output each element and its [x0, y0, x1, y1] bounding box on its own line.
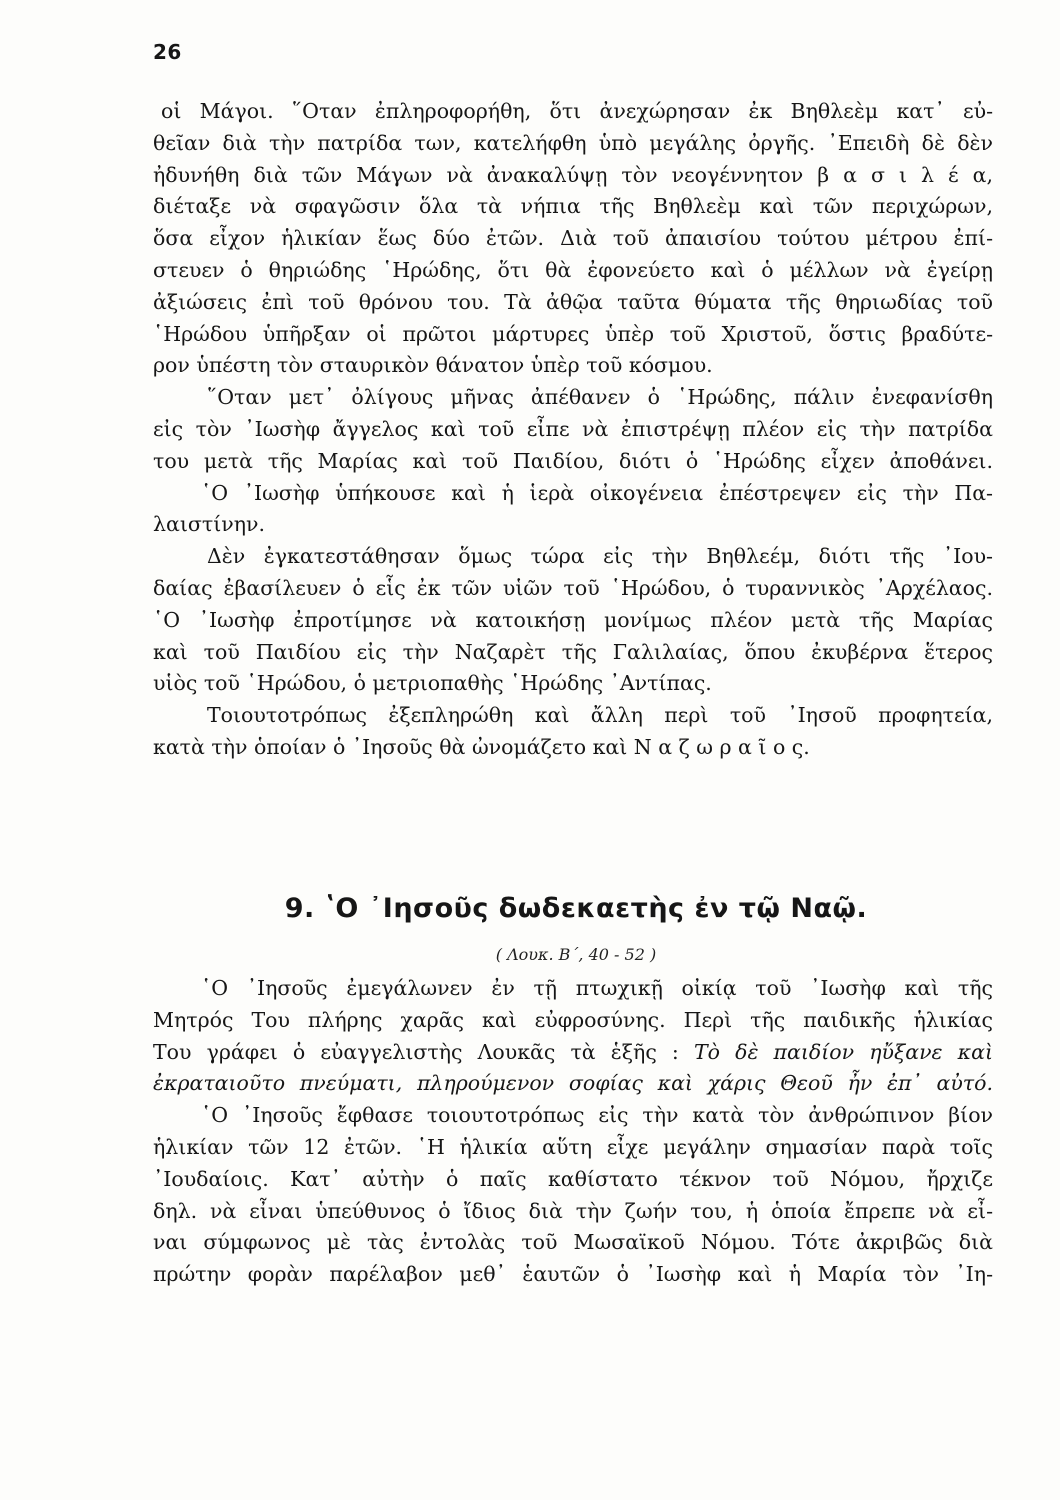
- text-line: καὶ τοῦ Παιδίου εἰς τὴν Ναζαρὲτ τῆς Γαλιλαίας, ὅπου ἐκυβέρνα ἕτερος: [153, 639, 993, 664]
- text-line: ῾Ηρώδου ὑπῆρξαν οἱ πρῶτοι μάρτυρες ὑπὲρ τοῦ Χριστοῦ, ὅστις βραδύτε-: [153, 321, 993, 346]
- text-line: κατὰ τὴν ὁποίαν ὁ ᾿Ιησοῦς θὰ ὠνομάζετο καὶ Ν α ζ ω ρ α ῖ ο ς.: [153, 734, 810, 759]
- scripture-reference: [0, 944, 1060, 966]
- text-line: ἡλικίαν τῶν 12 ἐτῶν. ῾Η ἡλικία αὕτη εἶχε μεγάλην σημασίαν παρὰ τοῖς: [153, 1134, 993, 1159]
- scripture-quote: Τὸ δὲ παιδίον ηὔξανε καὶ: [693, 1039, 993, 1064]
- text-line: δηλ. νὰ εἶναι ὑπεύθυνος ὁ ἴδιος διὰ τὴν ζωήν του, ἡ ὁποία ἔπρεπε νὰ εἶ-: [153, 1198, 993, 1223]
- text-line: ἠδυνήθη διὰ τῶν Μάγων νὰ ἀνακαλύψῃ τὸν νεογέννητον β α σ ι λ έ α,: [153, 162, 993, 187]
- text-line: του μετὰ τῆς Μαρίας καὶ τοῦ Παιδίου, διότι ὁ ῾Ηρώδης εἶχεν ἀποθάνει.: [153, 448, 993, 473]
- text-line: πρώτην φορὰν παρέλαβον μεθ᾿ ἑαυτῶν ὁ ᾿Ιωσὴφ καὶ ἡ Μαρία τὸν ᾿Ιη-: [153, 1262, 993, 1287]
- text-line: ᾿Ιουδαίοις. Κατ᾿ αὐτὴν ὁ παῖς καθίστατο τέκνον τοῦ Νόμου, ἤρχιζε: [153, 1166, 993, 1191]
- text-line: ῞Οταν μετ᾿ ὀλίγους μῆνας ἀπέθανεν ὁ ῾Ηρώδης, πάλιν ἐνεφανίσθη: [207, 385, 993, 410]
- text-line: ῾Ο ᾿Ιησοῦς ἔφθασε τοιουτοτρόπως εἰς τὴν κατὰ τὸν ἀνθρώπινον βίον: [201, 1103, 993, 1128]
- text-line: ὅσα εἶχον ἡλικίαν ἕως δύο ἐτῶν. Διὰ τοῦ ἀπαισίου τούτου μέτρου ἐπί-: [153, 226, 993, 251]
- text-line: [153, 1037, 993, 1069]
- text-segment: Του γράφει ὁ εὐαγγελιστὴς Λουκᾶς τὰ ἑξῆς :: [153, 1039, 679, 1064]
- text-line: εἰς τὸν ᾿Ιωσὴφ ἄγγελος καὶ τοῦ εἶπε νὰ ἐπιστρέψῃ πλέον εἰς τὴν πατρίδα: [153, 416, 993, 441]
- scripture-quote-line: ἐκραταιοῦτο πνεύματι, πληρούμενον σοφίας καὶ χάρις Θεοῦ ἦν ἐπ᾿ αὐτό.: [153, 1071, 993, 1096]
- text-block-section: [153, 973, 993, 1291]
- text-line: ρον ὑπέστη τὸν σταυρικὸν θάνατον ὑπὲρ τοῦ κόσμου.: [153, 353, 713, 378]
- section-heading: [0, 892, 1060, 926]
- text-line: δαίας ἐβασίλευεν ὁ εἷς ἐκ τῶν υἱῶν τοῦ ῾Ηρώδου, ὁ τυραννικὸς ᾿Αρχέλαος.: [153, 575, 993, 600]
- text-line: Τοιουτοτρόπως ἐξεπληρώθη καὶ ἄλλη περὶ τοῦ ᾿Ιησοῦ προφητεία,: [207, 703, 993, 728]
- text-line: Δὲν ἐγκατεστάθησαν ὅμως τώρα εἰς τὴν Βηθλεέμ, διότι τῆς ᾿Ιου-: [207, 544, 993, 569]
- text-line: Μητρός Του πλήρης χαρᾶς καὶ εὐφροσύνης. Περὶ τῆς παιδικῆς ἡλικίας: [153, 1007, 993, 1032]
- text-line: διέταξε νὰ σφαγῶσιν ὅλα τὰ νήπια τῆς Βηθλεὲμ καὶ τῶν περιχώρων,: [153, 194, 993, 219]
- text-line: ῾Ο ᾿Ιησοῦς ἐμεγάλωνεν ἐν τῇ πτωχικῇ οἰκίᾳ τοῦ ᾿Ιωσὴφ καὶ τῆς: [201, 976, 993, 1000]
- text-line: θεῖαν διὰ τὴν πατρίδα των, κατελήφθη ὑπὸ μεγάλης ὀργῆς. ᾿Επειδὴ δὲ δὲν: [153, 130, 993, 155]
- text-line: υἱὸς τοῦ ῾Ηρώδου, ὁ μετριοπαθὴς ῾Ηρώδης ᾿Αντίπας.: [153, 671, 712, 696]
- text-line: ναι σύμφωνος μὲ τὰς ἐντολὰς τοῦ Μωσαϊκοῦ Νόμου. Τότε ἀκριβῶς διὰ: [153, 1230, 993, 1255]
- page-number: 26: [153, 40, 182, 64]
- text-line: οἱ Μάγοι. ῞Οταν ἐπληροφορήθη, ὅτι ἀνεχώρησαν ἐκ Βηθλεὲμ κατ᾿ εὐ-: [161, 99, 993, 123]
- text-line: ῾Ο ᾿Ιωσὴφ ὑπήκουσε καὶ ἡ ἱερὰ οἰκογένεια ἐπέστρεψεν εἰς τὴν Πα-: [201, 480, 993, 505]
- scripture-reference-text: ( Λουκ. Β΄, 40 - 52 ): [495, 945, 657, 964]
- text-block-before-section: [153, 96, 993, 764]
- text-line: στευεν ὁ θηριώδης ῾Ηρώδης, ὅτι θὰ ἐφονεύετο καὶ ὁ μέλλων νὰ ἐγείρῃ: [153, 257, 993, 282]
- text-line: ῾Ο ᾿Ιωσὴφ ἐπροτίμησε νὰ κατοικήσῃ μονίμως πλέον μετὰ τῆς Μαρίας: [153, 607, 993, 632]
- section-heading-text: 9. ʽΟ ᾿Ιησοῦς δωδεκαετὴς ἐν τῷ Ναῷ.: [284, 893, 868, 924]
- text-line: ἀξιώσεις ἐπὶ τοῦ θρόνου του. Τὰ ἀθῷα ταῦτα θύματα τῆς θηριωδίας τοῦ: [153, 289, 993, 314]
- text-line: λαιστίνην.: [153, 512, 265, 537]
